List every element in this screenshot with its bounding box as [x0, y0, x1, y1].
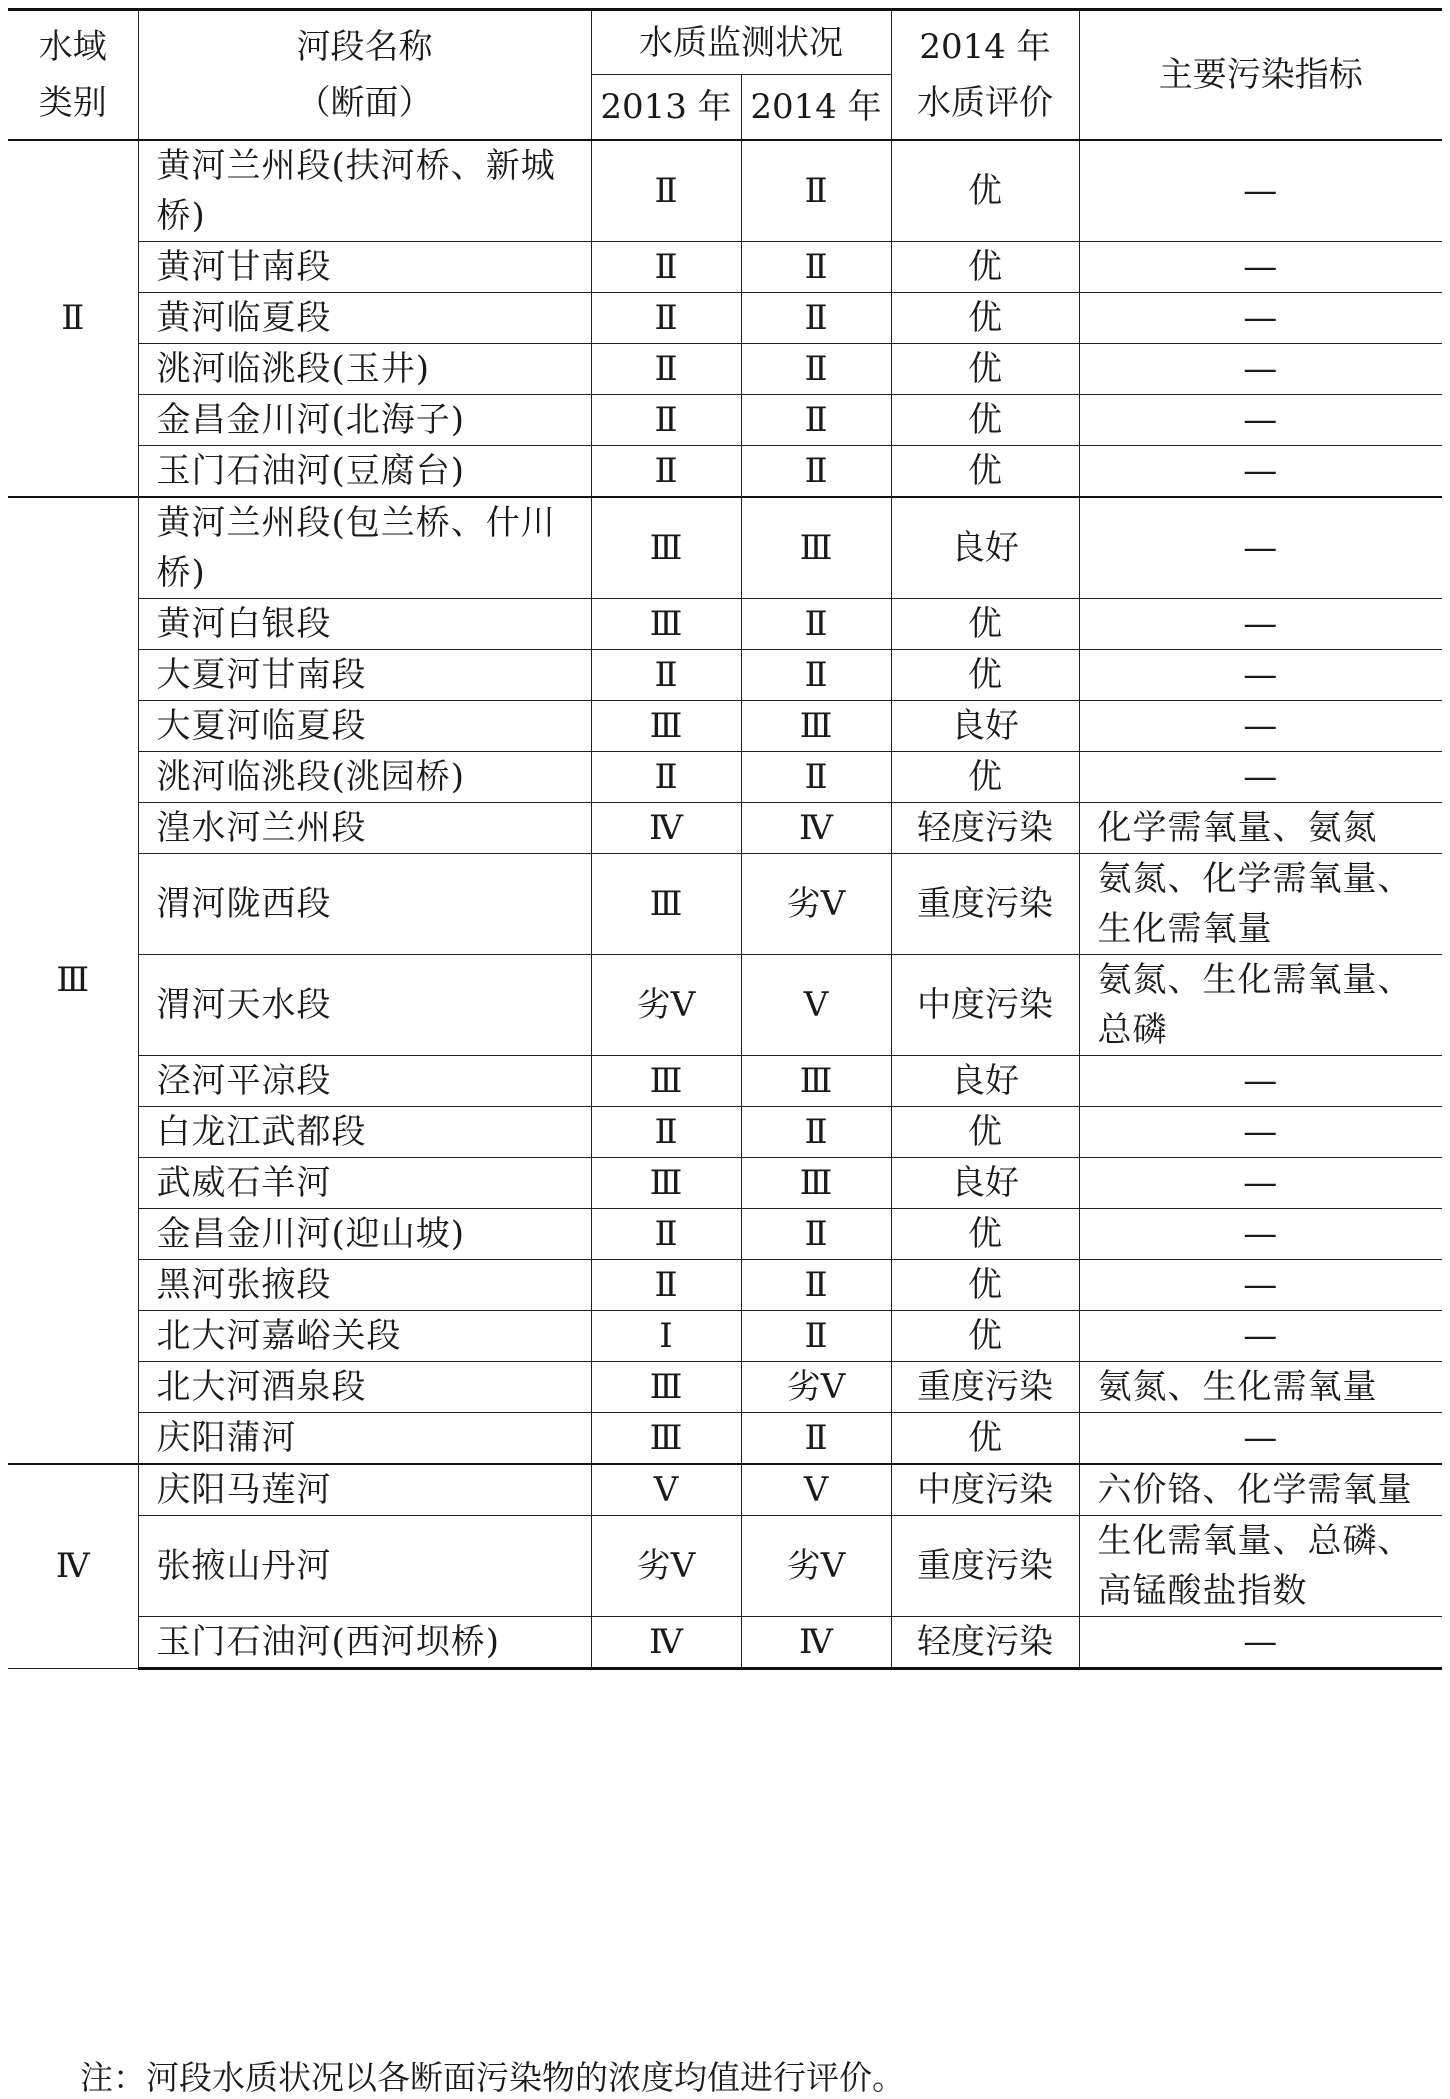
- evaluation-cell: 中度污染: [891, 1464, 1079, 1516]
- grade-2013-cell: Ⅲ: [591, 700, 741, 751]
- grade-2014-cell: Ⅲ: [741, 497, 891, 599]
- evaluation-cell: 优: [891, 649, 1079, 700]
- grade-2013-cell: Ⅲ: [591, 598, 741, 649]
- pollutants-cell: 氨氮、生化需氧量: [1079, 1361, 1442, 1412]
- evaluation-cell: 优: [891, 394, 1079, 445]
- grade-2013-cell: Ⅲ: [591, 1361, 741, 1412]
- category-cell: Ⅲ: [8, 497, 138, 1464]
- evaluation-cell: 优: [891, 343, 1079, 394]
- pollutants-cell: 化学需氧量、氨氮: [1079, 802, 1442, 853]
- section-name-cell: 大夏河甘南段: [138, 649, 591, 700]
- table-row: [8, 802, 1442, 853]
- grade-2014-cell: Ⅱ: [741, 343, 891, 394]
- grade-2013-cell: Ⅱ: [591, 1106, 741, 1157]
- grade-2014-cell: Ⅱ: [741, 394, 891, 445]
- header-monitoring: 水质监测状况: [591, 10, 891, 75]
- table-row: [8, 853, 1442, 954]
- table-row: [8, 292, 1442, 343]
- table-row: [8, 241, 1442, 292]
- evaluation-cell: 轻度污染: [891, 802, 1079, 853]
- category-cell: Ⅳ: [8, 1464, 138, 1669]
- grade-2014-cell: Ⅴ: [741, 954, 891, 1055]
- grade-2014-cell: Ⅲ: [741, 1055, 891, 1106]
- grade-2013-cell: 劣Ⅴ: [591, 954, 741, 1055]
- table-row: [8, 751, 1442, 802]
- table-row: [8, 1208, 1442, 1259]
- evaluation-cell: 优: [891, 292, 1079, 343]
- grade-2014-cell: Ⅳ: [741, 1616, 891, 1668]
- section-name-cell: 黄河甘南段: [138, 241, 591, 292]
- evaluation-cell: 优: [891, 751, 1079, 802]
- pollutants-cell: —: [1079, 700, 1442, 751]
- pollutants-cell: 氨氮、化学需氧量、生化需氧量: [1079, 853, 1442, 954]
- pollutants-cell: —: [1079, 140, 1442, 242]
- evaluation-cell: 优: [891, 140, 1079, 242]
- section-name-cell: 玉门石油河(豆腐台): [138, 445, 591, 497]
- section-name-cell: 黄河兰州段(包兰桥、什川桥): [138, 497, 591, 599]
- table-note: 注：河段水质状况以各断面污染物的浓度均值进行评价。: [80, 2058, 905, 2097]
- evaluation-cell: 良好: [891, 1055, 1079, 1106]
- pollutants-cell: —: [1079, 445, 1442, 497]
- pollutants-cell: —: [1079, 751, 1442, 802]
- grade-2013-cell: Ⅱ: [591, 140, 741, 242]
- section-name-cell: 黄河兰州段(扶河桥、新城桥): [138, 140, 591, 242]
- pollutants-cell: —: [1079, 394, 1442, 445]
- section-name-cell: 武威石羊河: [138, 1157, 591, 1208]
- section-name-cell: 庆阳马莲河: [138, 1464, 591, 1516]
- section-name-cell: 泾河平凉段: [138, 1055, 591, 1106]
- table-row: [8, 598, 1442, 649]
- section-name-cell: 洮河临洮段(洮园桥): [138, 751, 591, 802]
- table-row: [8, 1106, 1442, 1157]
- grade-2014-cell: Ⅱ: [741, 751, 891, 802]
- grade-2013-cell: Ⅲ: [591, 853, 741, 954]
- grade-2013-cell: Ⅳ: [591, 802, 741, 853]
- evaluation-cell: 优: [891, 1412, 1079, 1464]
- pollutants-cell: —: [1079, 241, 1442, 292]
- table-row: [8, 343, 1442, 394]
- pollutants-cell: —: [1079, 598, 1442, 649]
- table-row: [8, 497, 1442, 599]
- section-name-cell: 黄河白银段: [138, 598, 591, 649]
- grade-2013-cell: Ⅲ: [591, 1412, 741, 1464]
- pollutants-cell: —: [1079, 1412, 1442, 1464]
- table-row: [8, 700, 1442, 751]
- pollutants-cell: —: [1079, 343, 1442, 394]
- pollutants-cell: 六价铬、化学需氧量: [1079, 1464, 1442, 1516]
- evaluation-cell: 中度污染: [891, 954, 1079, 1055]
- pollutants-cell: —: [1079, 649, 1442, 700]
- grade-2014-cell: 劣Ⅴ: [741, 1361, 891, 1412]
- table-row: [8, 445, 1442, 497]
- grade-2013-cell: Ⅲ: [591, 1157, 741, 1208]
- section-name-cell: 庆阳蒲河: [138, 1412, 591, 1464]
- grade-2014-cell: 劣Ⅴ: [741, 853, 891, 954]
- table-row: [8, 140, 1442, 242]
- table-row: [8, 394, 1442, 445]
- grade-2014-cell: Ⅱ: [741, 140, 891, 242]
- grade-2013-cell: Ⅱ: [591, 292, 741, 343]
- section-name-cell: 湟水河兰州段: [138, 802, 591, 853]
- grade-2013-cell: Ⅳ: [591, 1616, 741, 1668]
- section-name-cell: 金昌金川河(北海子): [138, 394, 591, 445]
- grade-2014-cell: Ⅲ: [741, 700, 891, 751]
- table-row: [8, 1361, 1442, 1412]
- header-category: 水域 类别: [8, 10, 138, 140]
- grade-2013-cell: 劣Ⅴ: [591, 1515, 741, 1616]
- evaluation-cell: 轻度污染: [891, 1616, 1079, 1668]
- grade-2013-cell: Ⅱ: [591, 343, 741, 394]
- grade-2014-cell: Ⅱ: [741, 1208, 891, 1259]
- grade-2014-cell: Ⅱ: [741, 445, 891, 497]
- grade-2013-cell: Ⅱ: [591, 649, 741, 700]
- grade-2014-cell: Ⅱ: [741, 598, 891, 649]
- section-name-cell: 张掖山丹河: [138, 1515, 591, 1616]
- table-row: [8, 1157, 1442, 1208]
- section-name-cell: 洮河临洮段(玉井): [138, 343, 591, 394]
- pollutants-cell: —: [1079, 1106, 1442, 1157]
- grade-2013-cell: Ⅱ: [591, 445, 741, 497]
- grade-2013-cell: Ⅰ: [591, 1310, 741, 1361]
- grade-2013-cell: Ⅱ: [591, 394, 741, 445]
- grade-2014-cell: Ⅲ: [741, 1157, 891, 1208]
- water-quality-table: [8, 8, 1442, 1670]
- grade-2014-cell: Ⅳ: [741, 802, 891, 853]
- grade-2014-cell: Ⅱ: [741, 1259, 891, 1310]
- table-row: [8, 1464, 1442, 1516]
- pollutants-cell: —: [1079, 1310, 1442, 1361]
- evaluation-cell: 优: [891, 1259, 1079, 1310]
- table-row: [8, 1259, 1442, 1310]
- pollutants-cell: —: [1079, 1055, 1442, 1106]
- pollutants-cell: —: [1079, 1616, 1442, 1668]
- pollutants-cell: 氨氮、生化需氧量、总磷: [1079, 954, 1442, 1055]
- grade-2013-cell: Ⅱ: [591, 751, 741, 802]
- grade-2013-cell: Ⅱ: [591, 241, 741, 292]
- evaluation-cell: 重度污染: [891, 1361, 1079, 1412]
- grade-2013-cell: Ⅲ: [591, 497, 741, 599]
- evaluation-cell: 优: [891, 1208, 1079, 1259]
- grade-2014-cell: Ⅱ: [741, 1106, 891, 1157]
- evaluation-cell: 良好: [891, 700, 1079, 751]
- grade-2013-cell: Ⅱ: [591, 1208, 741, 1259]
- header-evaluation: 2014 年 水质评价: [891, 10, 1079, 140]
- table-row: [8, 1412, 1442, 1464]
- evaluation-cell: 重度污染: [891, 1515, 1079, 1616]
- grade-2014-cell: Ⅱ: [741, 241, 891, 292]
- evaluation-cell: 优: [891, 598, 1079, 649]
- grade-2014-cell: 劣Ⅴ: [741, 1515, 891, 1616]
- section-name-cell: 白龙江武都段: [138, 1106, 591, 1157]
- header-year-2013: 2013 年: [591, 75, 741, 140]
- grade-2014-cell: Ⅱ: [741, 292, 891, 343]
- evaluation-cell: 优: [891, 241, 1079, 292]
- grade-2013-cell: Ⅴ: [591, 1464, 741, 1516]
- category-cell: Ⅱ: [8, 140, 138, 497]
- evaluation-cell: 优: [891, 1310, 1079, 1361]
- section-name-cell: 黑河张掖段: [138, 1259, 591, 1310]
- table-row: [8, 954, 1442, 1055]
- table-row: [8, 649, 1442, 700]
- evaluation-cell: 重度污染: [891, 853, 1079, 954]
- evaluation-cell: 良好: [891, 1157, 1079, 1208]
- evaluation-cell: 优: [891, 1106, 1079, 1157]
- header-pollutants: 主要污染指标: [1079, 10, 1442, 140]
- section-name-cell: 北大河酒泉段: [138, 1361, 591, 1412]
- header-year-2014: 2014 年: [741, 75, 891, 140]
- water-quality-table-sheet: [8, 8, 1442, 1670]
- evaluation-cell: 良好: [891, 497, 1079, 599]
- pollutants-cell: —: [1079, 292, 1442, 343]
- section-name-cell: 玉门石油河(西河坝桥): [138, 1616, 591, 1668]
- evaluation-cell: 优: [891, 445, 1079, 497]
- table-row: [8, 1310, 1442, 1361]
- pollutants-cell: —: [1079, 497, 1442, 599]
- section-name-cell: 大夏河临夏段: [138, 700, 591, 751]
- table-body: [8, 140, 1442, 1669]
- section-name-cell: 渭河陇西段: [138, 853, 591, 954]
- pollutants-cell: —: [1079, 1208, 1442, 1259]
- grade-2013-cell: Ⅲ: [591, 1055, 741, 1106]
- grade-2014-cell: Ⅱ: [741, 1310, 891, 1361]
- section-name-cell: 金昌金川河(迎山坡): [138, 1208, 591, 1259]
- grade-2014-cell: Ⅱ: [741, 649, 891, 700]
- table-row: [8, 1055, 1442, 1106]
- pollutants-cell: 生化需氧量、总磷、高锰酸盐指数: [1079, 1515, 1442, 1616]
- grade-2014-cell: Ⅱ: [741, 1412, 891, 1464]
- pollutants-cell: —: [1079, 1157, 1442, 1208]
- table-row: [8, 1616, 1442, 1668]
- header-name: 河段名称 （断面）: [138, 10, 591, 140]
- pollutants-cell: —: [1079, 1259, 1442, 1310]
- table-row: [8, 1515, 1442, 1616]
- section-name-cell: 北大河嘉峪关段: [138, 1310, 591, 1361]
- grade-2013-cell: Ⅱ: [591, 1259, 741, 1310]
- section-name-cell: 黄河临夏段: [138, 292, 591, 343]
- section-name-cell: 渭河天水段: [138, 954, 591, 1055]
- grade-2014-cell: Ⅴ: [741, 1464, 891, 1516]
